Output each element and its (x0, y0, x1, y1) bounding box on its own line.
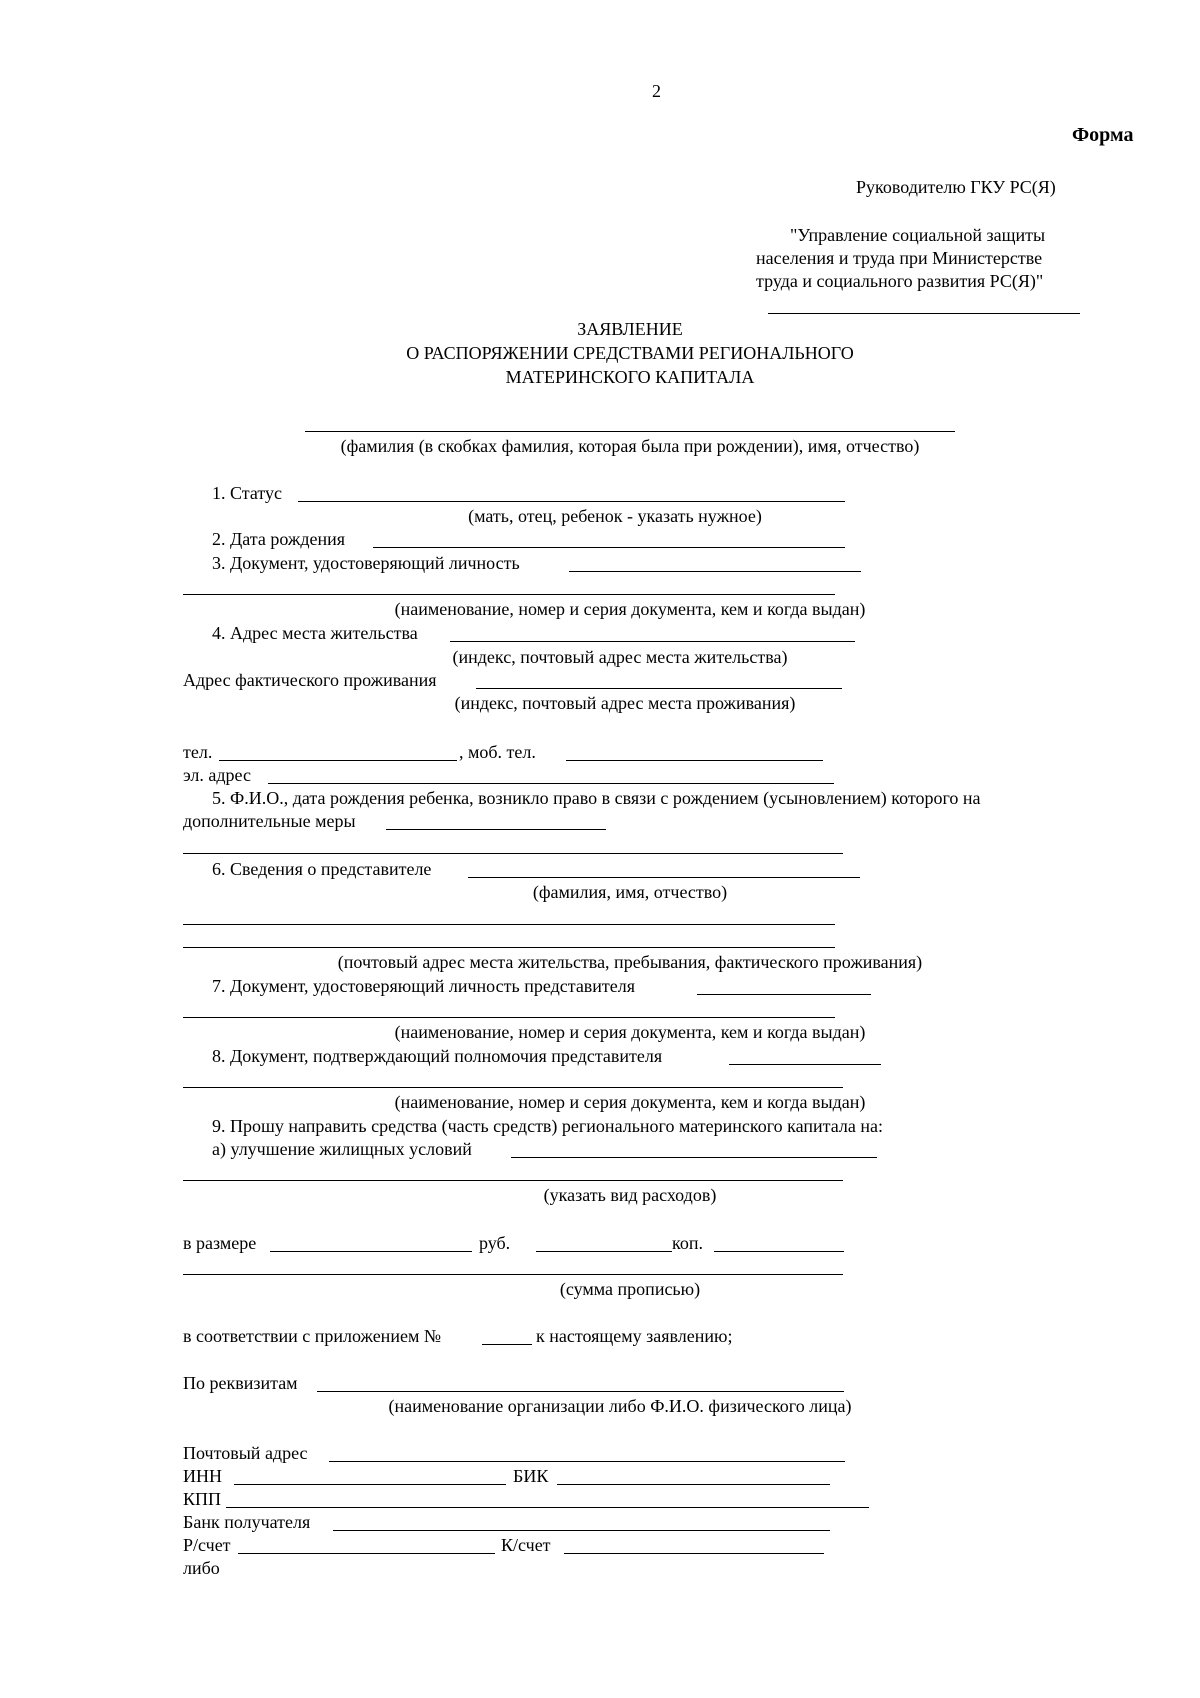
bik-field[interactable] (557, 1484, 830, 1485)
kpp-label: КПП (183, 1489, 222, 1509)
details-label: По реквизитам (183, 1373, 298, 1393)
actual-address-field[interactable] (476, 688, 842, 689)
title-line-1: ЗАЯВЛЕНИЕ (577, 319, 683, 339)
child-field[interactable] (386, 829, 606, 830)
mobile-field[interactable] (566, 760, 823, 761)
request-label: 9. Прошу направить средства (часть средств) регионального материнского капитала на: (212, 1116, 883, 1136)
rep-hint: (фамилия, имя, отчество) (532, 882, 728, 902)
id-doc-field-line-2[interactable] (183, 594, 835, 595)
addressee-line-2: "Управление социальной защиты (790, 225, 1046, 245)
housing-field[interactable] (511, 1157, 877, 1158)
kop-label: коп. (672, 1233, 703, 1253)
details-hint: (наименование организации либо Ф.И.О. физического лица) (388, 1396, 852, 1416)
kpp-field[interactable] (226, 1507, 869, 1508)
email-label: эл. адрес (183, 765, 251, 785)
residence-field[interactable] (450, 641, 855, 642)
rep-field[interactable] (468, 877, 860, 878)
rep-power-label: 8. Документ, подтверждающий полномочия представителя (212, 1046, 663, 1066)
email-field[interactable] (268, 783, 834, 784)
residence-label: 4. Адрес места жительства (212, 623, 418, 643)
amount-kop-field[interactable] (714, 1251, 844, 1252)
expense-field[interactable] (183, 1180, 843, 1181)
rep-power-field-line-2[interactable] (183, 1087, 843, 1088)
appendix-label: в соответствии с приложением № (183, 1326, 442, 1346)
id-doc-hint: (наименование, номер и серия документа, кем и когда выдан) (394, 599, 866, 619)
bank-field[interactable] (333, 1530, 830, 1531)
fio-hint: (фамилия (в скобках фамилия, которая была при рождении), имя, отчество) (340, 436, 920, 456)
mobile-label: , моб. тел. (459, 742, 536, 762)
birth-date-label: 2. Дата рождения (212, 529, 346, 549)
rep-power-hint: (наименование, номер и серия документа, кем и когда выдан) (394, 1092, 866, 1112)
residence-hint: (индекс, почтовый адрес места жительства) (452, 647, 788, 667)
amount-rub-field[interactable] (270, 1251, 472, 1252)
addressee-line-3: населения и труда при Министерстве (756, 248, 1043, 268)
corr-account-field[interactable] (564, 1553, 824, 1554)
status-label: 1. Статус (212, 483, 282, 503)
rep-doc-field-line-2[interactable] (183, 1017, 835, 1018)
bank-label: Банк получателя (183, 1512, 311, 1532)
child-label-line-1: 5. Ф.И.О., дата рождения ребенка, возникло право в связи с рождением (усыновлением) которого на (212, 788, 981, 808)
addressee-line-1: Руководителю ГКУ РС(Я) (856, 177, 1056, 197)
id-doc-field[interactable] (569, 571, 861, 572)
inn-field[interactable] (234, 1484, 506, 1485)
phone-field[interactable] (219, 760, 457, 761)
actual-address-label: Адрес фактического проживания (183, 670, 437, 690)
postal-label: Почтовый адрес (183, 1443, 308, 1463)
appendix-tail: к настоящему заявлению; (536, 1326, 733, 1346)
addressee-line-4: труда и социального развития РС(Я)" (756, 271, 1044, 291)
id-doc-label: 3. Документ, удостоверяющий личность (212, 553, 520, 573)
title-line-3: МАТЕРИНСКОГО КАПИТАЛА (505, 367, 755, 387)
amount-words-field[interactable] (183, 1274, 843, 1275)
page-number: 2 (652, 81, 661, 101)
rep-doc-field[interactable] (697, 994, 871, 995)
inn-label: ИНН (183, 1466, 222, 1486)
rep-doc-label: 7. Документ, удостоверяющий личность представителя (212, 976, 636, 996)
postal-field[interactable] (329, 1461, 845, 1462)
rub-label: руб. (479, 1233, 511, 1253)
bik-label: БИК (513, 1466, 549, 1486)
amount-field-mid[interactable] (536, 1251, 672, 1252)
corr-account-label: К/счет (501, 1535, 551, 1555)
account-field[interactable] (238, 1553, 495, 1554)
housing-label: а) улучшение жилищных условий (212, 1139, 472, 1159)
status-field[interactable] (298, 501, 845, 502)
rep-label: 6. Сведения о представителе (212, 859, 432, 879)
or-label: либо (183, 1558, 220, 1578)
rep-address-line-2[interactable] (183, 947, 835, 948)
status-hint: (мать, отец, ребенок - указать нужное) (468, 506, 762, 526)
expense-hint: (указать вид расходов) (543, 1185, 717, 1205)
birth-date-field[interactable] (373, 547, 845, 548)
fio-field[interactable] (305, 431, 955, 432)
amount-words-hint: (сумма прописью) (559, 1279, 701, 1299)
amount-label: в размере (183, 1233, 257, 1253)
details-field[interactable] (317, 1391, 844, 1392)
form-label: Форма (1072, 124, 1134, 146)
phone-label: тел. (183, 742, 213, 762)
rep-address-hint: (почтовый адрес места жительства, пребывания, фактического проживания) (337, 952, 923, 972)
rep-power-field[interactable] (729, 1064, 881, 1065)
applicant-signature-line[interactable] (768, 313, 1080, 314)
rep-address-line-1[interactable] (183, 924, 835, 925)
appendix-number-field[interactable] (482, 1344, 532, 1345)
actual-address-hint: (индекс, почтовый адрес места проживания) (454, 693, 796, 713)
child-field-line-2[interactable] (183, 853, 843, 854)
rep-doc-hint: (наименование, номер и серия документа, кем и когда выдан) (394, 1022, 866, 1042)
account-label: Р/счет (183, 1535, 231, 1555)
title-line-2: О РАСПОРЯЖЕНИИ СРЕДСТВАМИ РЕГИОНАЛЬНОГО (406, 343, 854, 363)
child-label-line-2: дополнительные меры (183, 811, 356, 831)
